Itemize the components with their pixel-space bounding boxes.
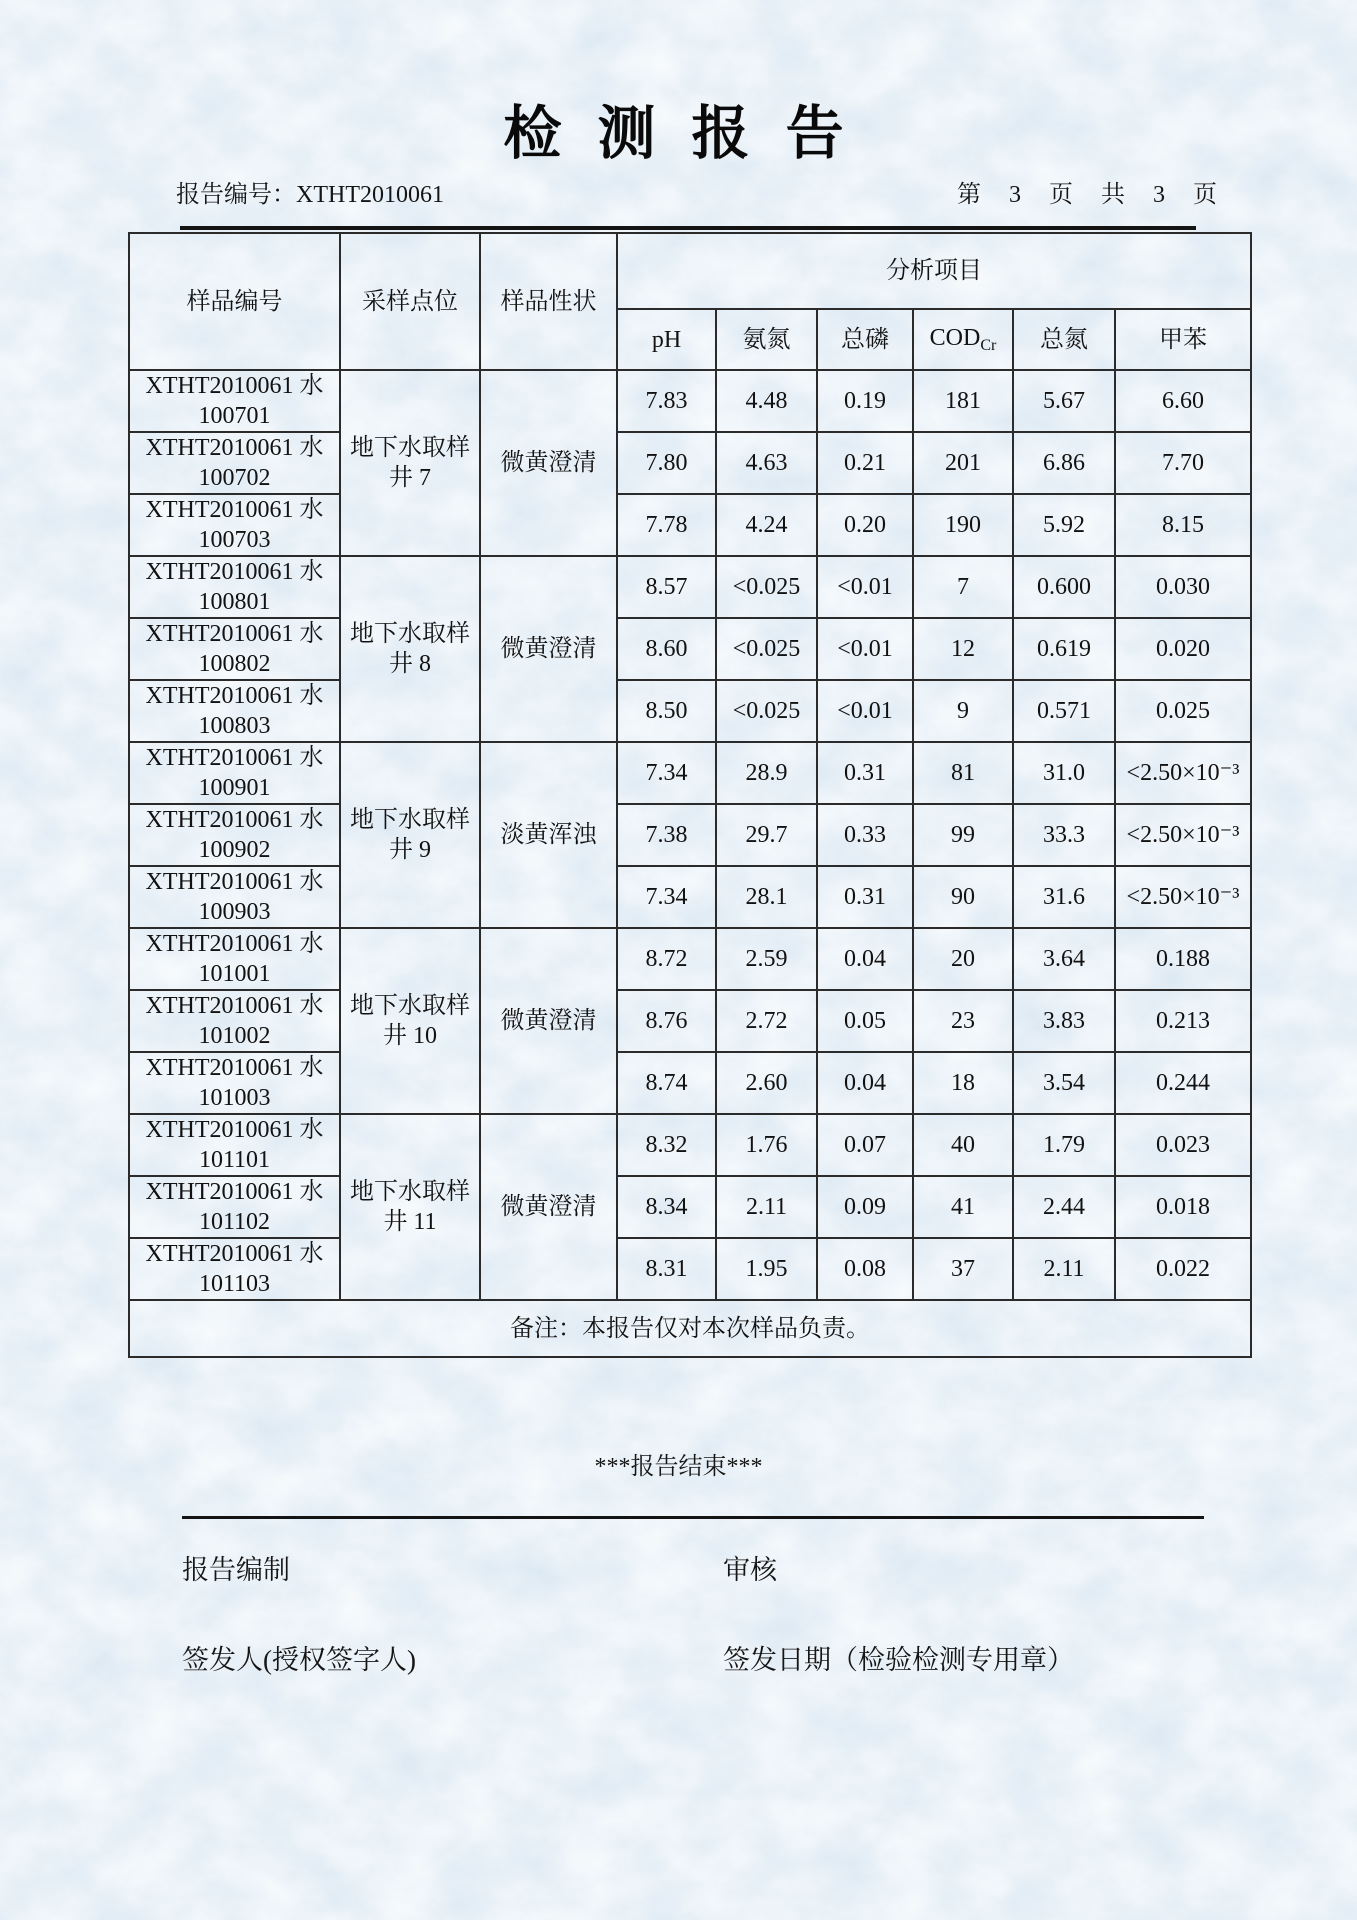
result-value-cell: 7.83 — [617, 370, 716, 432]
table-row — [129, 370, 1251, 432]
sample-id-line1: XTHT2010061 水 — [145, 869, 324, 895]
result-value-cell: 28.9 — [716, 742, 817, 804]
result-value-cell: 2.72 — [716, 990, 817, 1052]
result-value-cell: 8.34 — [617, 1176, 716, 1238]
sample-character-cell: 淡黄浑浊 — [480, 742, 617, 928]
result-value-cell: 0.05 — [817, 990, 913, 1052]
table-row — [129, 1238, 1251, 1300]
result-value-cell: 7.70 — [1115, 432, 1251, 494]
sample-id-line2: 101102 — [198, 1209, 271, 1235]
result-value-cell: 8.32 — [617, 1114, 716, 1176]
sample-id-cell — [129, 432, 340, 494]
result-value-cell: 0.244 — [1115, 1052, 1251, 1114]
result-value-cell: <0.025 — [716, 618, 817, 680]
result-value-cell: 31.6 — [1013, 866, 1115, 928]
result-value-cell: 2.44 — [1013, 1176, 1115, 1238]
sample-id-line1: XTHT2010061 水 — [145, 435, 324, 461]
result-value-cell: 201 — [913, 432, 1013, 494]
sample-id-line2: 100901 — [198, 775, 271, 801]
sample-id-cell — [129, 990, 340, 1052]
table-row — [129, 990, 1251, 1052]
result-value-cell: 1.76 — [716, 1114, 817, 1176]
result-value-cell: 7.78 — [617, 494, 716, 556]
result-value-cell: 0.020 — [1115, 618, 1251, 680]
sample-id-cell — [129, 1238, 340, 1300]
result-value-cell: 0.188 — [1115, 928, 1251, 990]
report-number-label: 报告编号： — [176, 182, 296, 208]
result-value-cell: 81 — [913, 742, 1013, 804]
sample-id-line1: XTHT2010061 水 — [145, 559, 324, 585]
sample-id-line2: 100801 — [198, 589, 271, 615]
sample-id-line1: XTHT2010061 水 — [145, 621, 324, 647]
result-value-cell: 7.80 — [617, 432, 716, 494]
sample-id-line1: XTHT2010061 水 — [145, 745, 324, 771]
sampling-point-line2: 井 7 — [389, 465, 431, 491]
result-value-cell: 6.60 — [1115, 370, 1251, 432]
result-value-cell: 3.54 — [1013, 1052, 1115, 1114]
result-value-cell: 0.018 — [1115, 1176, 1251, 1238]
sample-id-cell — [129, 1176, 340, 1238]
sample-id-line2: 100703 — [198, 527, 271, 553]
result-value-cell: 0.31 — [817, 742, 913, 804]
sampling-point-line1: 地下水取样 — [350, 621, 470, 647]
result-value-cell: 0.023 — [1115, 1114, 1251, 1176]
result-value-cell: 0.04 — [817, 928, 913, 990]
result-value-cell: 5.67 — [1013, 370, 1115, 432]
sample-id-line1: XTHT2010061 水 — [145, 683, 324, 709]
sample-id-line1: XTHT2010061 水 — [145, 497, 324, 523]
sample-id-cell — [129, 804, 340, 866]
result-value-cell: 3.83 — [1013, 990, 1115, 1052]
result-value-cell: 0.08 — [817, 1238, 913, 1300]
sample-id-cell — [129, 928, 340, 990]
sampling-point-line1: 地下水取样 — [350, 435, 470, 461]
result-value-cell: 2.60 — [716, 1052, 817, 1114]
result-value-cell: 41 — [913, 1176, 1013, 1238]
sample-id-cell — [129, 370, 340, 432]
result-value-cell: <2.50×10⁻³ — [1115, 742, 1251, 804]
sample-character-cell: 微黄澄清 — [480, 556, 617, 742]
sample-id-cell — [129, 742, 340, 804]
table-row — [129, 1176, 1251, 1238]
sample-id-line2: 100903 — [198, 899, 271, 925]
header-rule — [180, 226, 1196, 230]
header-cod-cr — [913, 309, 1013, 370]
result-value-cell: 23 — [913, 990, 1013, 1052]
sample-id-line2: 100702 — [198, 465, 271, 491]
result-value-cell: 2.59 — [716, 928, 817, 990]
sample-id-cell — [129, 618, 340, 680]
sample-id-line1: XTHT2010061 水 — [145, 1179, 324, 1205]
results-table — [128, 232, 1252, 1358]
sampling-point-cell — [340, 742, 480, 928]
header-total-phosphorus: 总磷 — [817, 309, 913, 370]
table-row — [129, 1114, 1251, 1176]
sample-id-cell — [129, 494, 340, 556]
sample-id-line2: 100802 — [198, 651, 271, 677]
result-value-cell: 0.619 — [1013, 618, 1115, 680]
table-row — [129, 494, 1251, 556]
result-value-cell: <0.025 — [716, 556, 817, 618]
sampling-point-line1: 地下水取样 — [350, 993, 470, 1019]
sample-id-line1: XTHT2010061 水 — [145, 1117, 324, 1143]
result-value-cell: <0.01 — [817, 618, 913, 680]
result-value-cell: 0.022 — [1115, 1238, 1251, 1300]
table-body — [129, 370, 1251, 1300]
result-value-cell: 0.030 — [1115, 556, 1251, 618]
result-value-cell: 0.09 — [817, 1176, 913, 1238]
result-value-cell: 12 — [913, 618, 1013, 680]
sampling-point-line2: 井 10 — [383, 1023, 437, 1049]
sample-id-cell — [129, 866, 340, 928]
result-value-cell: 7 — [913, 556, 1013, 618]
sample-id-cell — [129, 680, 340, 742]
table-row — [129, 556, 1251, 618]
sample-id-line1: XTHT2010061 水 — [145, 931, 324, 957]
result-value-cell: 0.04 — [817, 1052, 913, 1114]
sampling-point-cell — [340, 928, 480, 1114]
cod-subscript: Cr — [980, 337, 997, 354]
table-row — [129, 866, 1251, 928]
result-value-cell: 8.31 — [617, 1238, 716, 1300]
sampling-point-cell — [340, 370, 480, 556]
result-value-cell: 2.11 — [1013, 1238, 1115, 1300]
result-value-cell: 8.76 — [617, 990, 716, 1052]
header-ph: pH — [617, 309, 716, 370]
result-value-cell: 20 — [913, 928, 1013, 990]
result-value-cell: <2.50×10⁻³ — [1115, 804, 1251, 866]
result-value-cell: 2.11 — [716, 1176, 817, 1238]
result-value-cell: 9 — [913, 680, 1013, 742]
page-title: 检 测 报 告 — [503, 101, 854, 166]
result-value-cell: 99 — [913, 804, 1013, 866]
sample-character-cell: 微黄澄清 — [480, 1114, 617, 1300]
header-sample-id: 样品编号 — [129, 233, 340, 370]
result-value-cell: 8.57 — [617, 556, 716, 618]
result-value-cell: <0.01 — [817, 556, 913, 618]
table-footer — [129, 1300, 1251, 1357]
header-toluene: 甲苯 — [1115, 309, 1251, 370]
table-row — [129, 618, 1251, 680]
sample-id-line2: 101003 — [198, 1085, 271, 1111]
result-value-cell: 4.24 — [716, 494, 817, 556]
sample-id-line1: XTHT2010061 水 — [145, 373, 324, 399]
result-value-cell: 181 — [913, 370, 1013, 432]
result-value-cell: <2.50×10⁻³ — [1115, 866, 1251, 928]
sampling-point-line1: 地下水取样 — [350, 1179, 470, 1205]
table-row — [129, 432, 1251, 494]
result-value-cell: 1.95 — [716, 1238, 817, 1300]
table-row — [129, 742, 1251, 804]
signer-label: 签发人(授权签字人) — [182, 1645, 416, 1675]
result-value-cell: 7.34 — [617, 742, 716, 804]
result-value-cell: 0.31 — [817, 866, 913, 928]
result-value-cell: 8.72 — [617, 928, 716, 990]
table-row — [129, 928, 1251, 990]
result-value-cell: 5.92 — [1013, 494, 1115, 556]
result-value-cell: 29.7 — [716, 804, 817, 866]
result-value-cell: 0.025 — [1115, 680, 1251, 742]
result-value-cell: <0.01 — [817, 680, 913, 742]
sign-date-label: 签发日期（检验检测专用章） — [723, 1645, 1074, 1675]
sampling-point-line2: 井 8 — [389, 651, 431, 677]
sampling-point-line2: 井 11 — [383, 1209, 437, 1235]
result-value-cell: 33.3 — [1013, 804, 1115, 866]
table-row — [129, 804, 1251, 866]
sample-character-cell: 微黄澄清 — [480, 370, 617, 556]
result-value-cell: 31.0 — [1013, 742, 1115, 804]
sample-id-cell — [129, 1052, 340, 1114]
sampling-point-cell — [340, 556, 480, 742]
result-value-cell: 3.64 — [1013, 928, 1115, 990]
result-value-cell: <0.025 — [716, 680, 817, 742]
sample-character-cell: 微黄澄清 — [480, 928, 617, 1114]
report-end-note: ***报告结束*** — [594, 1454, 763, 1480]
result-value-cell: 0.21 — [817, 432, 913, 494]
report-number-value: XTHT2010061 — [296, 182, 444, 208]
reviewed-by-label: 审核 — [723, 1555, 777, 1585]
header-sampling-point: 采样点位 — [340, 233, 480, 370]
result-value-cell: 90 — [913, 866, 1013, 928]
table-header — [129, 233, 1251, 370]
result-value-cell: 6.86 — [1013, 432, 1115, 494]
sample-id-line2: 101001 — [198, 961, 271, 987]
sample-id-line2: 101103 — [198, 1271, 271, 1297]
sample-id-line2: 100803 — [198, 713, 271, 739]
sampling-point-cell — [340, 1114, 480, 1300]
result-value-cell: 28.1 — [716, 866, 817, 928]
result-value-cell: 40 — [913, 1114, 1013, 1176]
signature-rule — [182, 1516, 1204, 1519]
sample-id-line2: 101002 — [198, 1023, 271, 1049]
sample-id-line2: 100701 — [198, 403, 271, 429]
sampling-point-line2: 井 9 — [389, 837, 431, 863]
header-total-nitrogen: 总氮 — [1013, 309, 1115, 370]
result-value-cell: 0.213 — [1115, 990, 1251, 1052]
result-value-cell: 37 — [913, 1238, 1013, 1300]
report-number — [176, 174, 444, 209]
header-ammonia-nitrogen: 氨氮 — [716, 309, 817, 370]
result-value-cell: 1.79 — [1013, 1114, 1115, 1176]
result-value-cell: 7.38 — [617, 804, 716, 866]
sample-id-line1: XTHT2010061 水 — [145, 1241, 324, 1267]
result-value-cell: 4.63 — [716, 432, 817, 494]
sample-id-line2: 100902 — [198, 837, 271, 863]
result-value-cell: 0.07 — [817, 1114, 913, 1176]
result-value-cell: 0.19 — [817, 370, 913, 432]
result-value-cell: 0.600 — [1013, 556, 1115, 618]
table-row — [129, 1052, 1251, 1114]
sample-id-line1: XTHT2010061 水 — [145, 807, 324, 833]
remark-cell: 备注：本报告仅对本次样品负责。 — [129, 1300, 1251, 1357]
sample-id-line1: XTHT2010061 水 — [145, 993, 324, 1019]
result-value-cell: 0.20 — [817, 494, 913, 556]
page-indicator: 第 3 页 共 3 页 — [957, 182, 1217, 208]
result-value-cell: 4.48 — [716, 370, 817, 432]
table-row — [129, 680, 1251, 742]
result-value-cell: 8.15 — [1115, 494, 1251, 556]
result-value-cell: 8.74 — [617, 1052, 716, 1114]
result-value-cell: 7.34 — [617, 866, 716, 928]
cod-main: COD — [929, 325, 981, 351]
result-value-cell: 0.571 — [1013, 680, 1115, 742]
sample-id-cell — [129, 1114, 340, 1176]
result-value-cell: 8.50 — [617, 680, 716, 742]
sample-id-line2: 101101 — [198, 1147, 271, 1173]
prepared-by-label: 报告编制 — [182, 1555, 290, 1585]
result-value-cell: 8.60 — [617, 618, 716, 680]
sample-id-line1: XTHT2010061 水 — [145, 1055, 324, 1081]
header-sample-character: 样品性状 — [480, 233, 617, 370]
sampling-point-line1: 地下水取样 — [350, 807, 470, 833]
sample-id-cell — [129, 556, 340, 618]
result-value-cell: 0.33 — [817, 804, 913, 866]
header-analysis-items: 分析项目 — [617, 233, 1251, 309]
result-value-cell: 18 — [913, 1052, 1013, 1114]
result-value-cell: 190 — [913, 494, 1013, 556]
